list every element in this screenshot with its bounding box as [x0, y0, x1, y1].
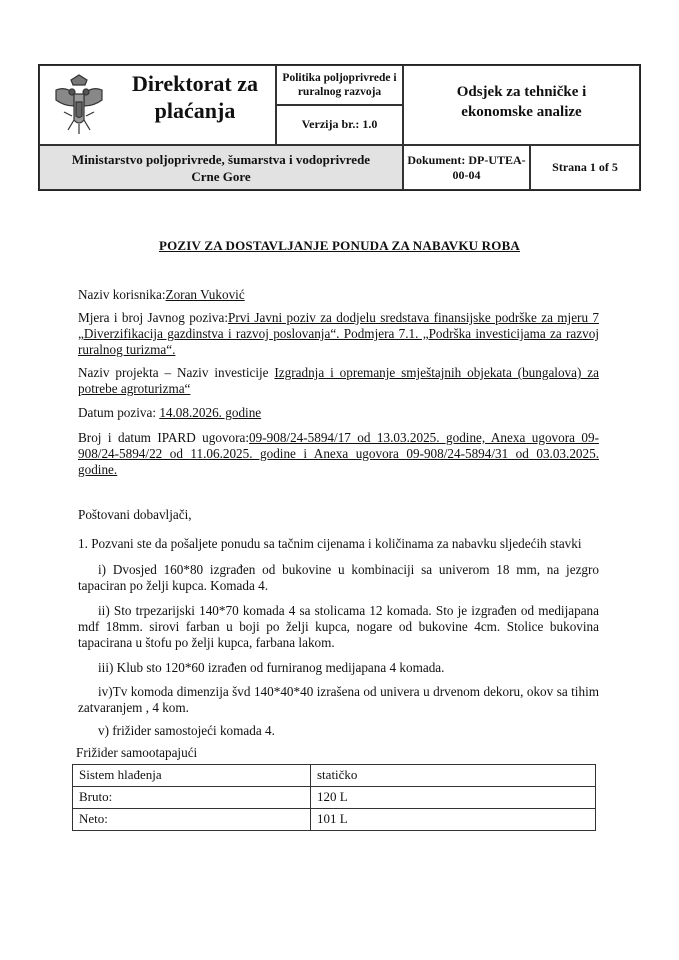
public-call-label: Mjera i broj Javnog poziva:: [78, 310, 229, 325]
ministry-cell: [39, 145, 403, 190]
document-title: POZIV ZA DOSTAVLJANJE PONUDA ZA NABAVKU ROBA: [158, 238, 521, 253]
call-date-value: 14.08.2026. godine: [159, 405, 262, 420]
table-row: [73, 765, 596, 787]
montenegro-coat-of-arms-icon: [50, 72, 108, 138]
directorate-cell: [39, 65, 276, 145]
table-cell-label: Neto:: [73, 809, 311, 831]
document-id-cell: [403, 145, 530, 190]
version-text: Verzija br.: 1.0: [301, 117, 378, 131]
beneficiary-field: [78, 287, 599, 303]
department-text: Odsjek za tehničke i ekonomske analize: [456, 84, 587, 120]
document-id-text: Dokument: DP-UTEA-00-04: [407, 153, 526, 182]
directorate-title: Direktorat za plaćanja: [131, 71, 259, 123]
project-value: Izgradnja i opremanje smještajnih objekata (bungalova) za potrebe agroturizma“: [78, 365, 599, 396]
list-item: v) frižider samostojeći komada 4.: [98, 723, 275, 738]
list-item: ii) Sto trpezarijski 140*70 komada 4 sa stolicama 12 komada. Sto je izgrađen od medijapana mdf 18mm. sirovi farban u boji po želji kupca, nogare od bukovine 4cm. Stolice bukovina tapacirana u štofu po želji kupca, farbana lakom.: [78, 603, 599, 650]
beneficiary-label: Naziv korisnika:: [78, 287, 166, 302]
greeting: Poštovani dobavljači,: [78, 507, 192, 522]
version-cell: [276, 105, 403, 145]
document-header-table: [38, 64, 641, 191]
table-row: [73, 787, 596, 809]
table-cell-label: Bruto:: [73, 787, 311, 809]
table-cell-value: 120 L: [311, 787, 596, 809]
public-call-field: [78, 310, 599, 358]
list-item: iii) Klub sto 120*60 izrađen od furniranog medijapana 4 komada.: [98, 660, 445, 675]
table-row: [73, 809, 596, 831]
department-cell: [403, 65, 640, 145]
project-label: Naziv projekta – Naziv investicije: [78, 365, 269, 380]
fridge-heading: Frižider samootapajući: [76, 745, 198, 760]
page-number-text: Strana 1 of 5: [552, 160, 618, 174]
project-field: [78, 365, 599, 397]
contract-label: Broj i datum IPARD ugovora:: [78, 430, 250, 445]
table-cell-label: Sistem hlađenja: [73, 765, 311, 787]
table-cell-value: 101 L: [311, 809, 596, 831]
contract-value: 09-908/24-5894/17 od 13.03.2025. godine, Anexa ugovora 09-908/24-5894/22 od 11.06.2025. godine i Anexa ugovora 09-908/24-5894/31 od 03.03.2025. godine.: [78, 430, 599, 477]
list-item: iv)Tv komoda dimenzija švd 140*40*40 izrašena od univera u drvenom dekoru, okov sa tihim zatvaranjem , 4 kom.: [78, 684, 599, 715]
ministry-text: Ministarstvo poljoprivrede, šumarstva i vodoprivrede Crne Gore: [71, 152, 371, 184]
contract-field: [78, 430, 599, 478]
intro-paragraph: 1. Pozvani ste da pošaljete ponudu sa tačnim cijenama i količinama za nabavku sljedećih stavki: [78, 536, 582, 551]
call-date-field: [78, 405, 599, 421]
policy-text: Politika poljoprivrede i ruralnog razvoja: [282, 72, 397, 98]
public-call-value: Prvi Javni poziv za dodjelu sredstava finansijske podrške za mjeru 7 „Diverzifikacija gazdinstva i razvoj poslovanja“. Podmjera 7.1. „Podrška investicijama za razvoj ruralnog turizma“.: [78, 310, 599, 357]
list-item: i) Dvosjed 160*80 izgrađen od bukovine u kombinaciji sa univerom 18 mm, na jezgro tapaciran po želji kupca. Komada 4.: [78, 562, 599, 593]
call-date-label: Datum poziva:: [78, 405, 157, 420]
fridge-spec-table: [72, 764, 596, 831]
table-cell-value: statičko: [311, 765, 596, 787]
page-number-cell: [530, 145, 640, 190]
policy-cell: [276, 65, 403, 105]
beneficiary-value: Zoran Vuković: [165, 287, 245, 302]
